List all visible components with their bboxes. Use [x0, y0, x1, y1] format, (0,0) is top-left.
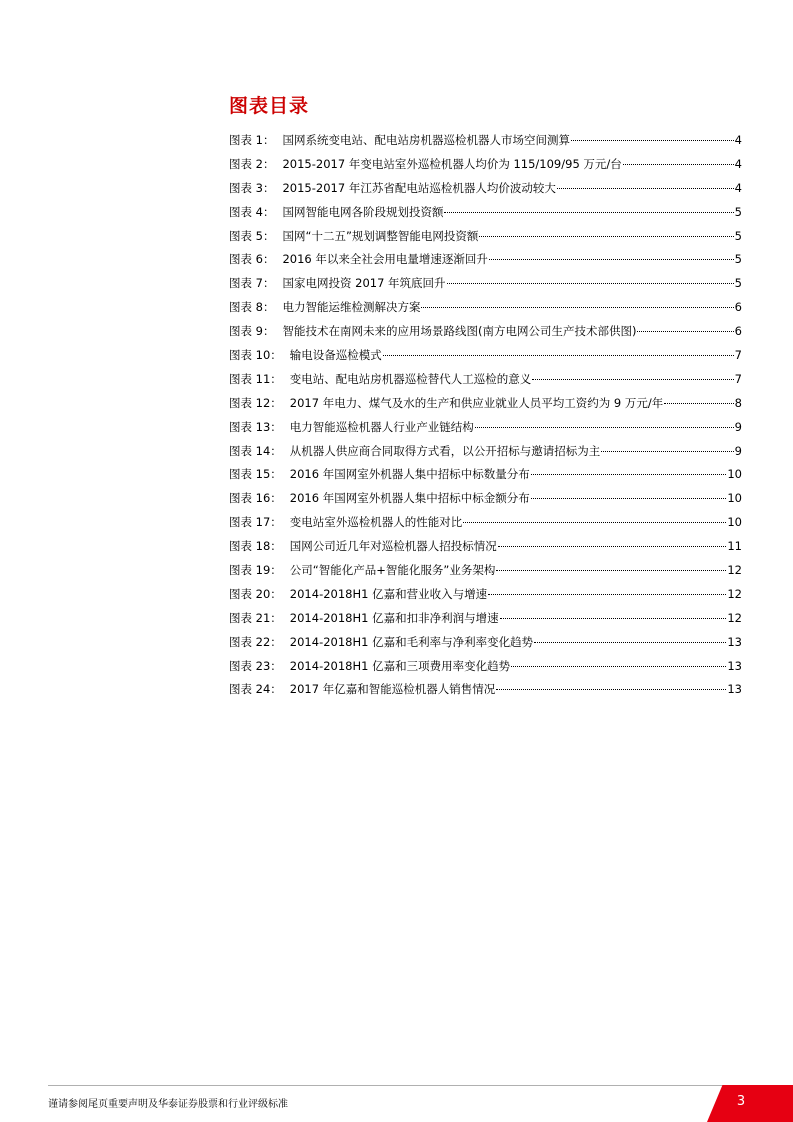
toc-entry[interactable] — [229, 417, 742, 441]
toc-entry-label: 图表 10： — [229, 348, 282, 363]
toc-entry-text: 2015-2017 年江苏省配电站巡检机器人均价波动较大 — [282, 180, 556, 195]
toc-entry-page: 13 — [727, 634, 742, 649]
toc-entry[interactable] — [229, 369, 742, 393]
toc-entry-label: 图表 20： — [229, 586, 282, 601]
page-number: 3 — [736, 1094, 746, 1109]
toc-entry-label: 图表 18： — [229, 539, 282, 554]
toc-title: 图表目录 — [229, 95, 310, 117]
toc-entry-label: 图表 22： — [229, 634, 282, 649]
toc-leader-dots — [623, 164, 734, 165]
toc-entry[interactable] — [229, 488, 742, 512]
toc-entry-text: 输电设备巡检模式 — [289, 348, 382, 363]
toc-entry-text: 国网系统变电站、配电站房机器巡检机器人市场空间测算 — [282, 133, 570, 147]
toc-entry[interactable] — [229, 584, 742, 608]
toc-entry-text: 2014-2018H1 亿嘉和毛利率与净利率变化趋势 — [289, 634, 534, 649]
toc-entry[interactable] — [229, 345, 742, 369]
toc-entry[interactable] — [229, 393, 742, 417]
toc-entry-page: 5 — [734, 204, 742, 219]
toc-entry-page: 5 — [734, 276, 742, 291]
toc-entry-label: 图表 9： — [229, 324, 275, 339]
toc-leader-dots — [463, 522, 726, 523]
toc-entry-text: 2014-2018H1 亿嘉和扣非净利润与增速 — [289, 610, 499, 625]
toc-entry-text: 从机器人供应商合同取得方式看，以公开招标与邀请招标为主 — [289, 443, 601, 458]
toc-leader-dots — [511, 666, 726, 667]
toc-entry-page: 9 — [734, 443, 742, 458]
toc-leader-dots — [444, 212, 733, 213]
toc-entry-page: 6 — [734, 300, 742, 315]
toc-leader-dots — [571, 140, 734, 141]
toc-leader-dots — [447, 283, 734, 284]
toc-entry-page: 12 — [727, 586, 742, 601]
toc-entry-page: 11 — [727, 539, 742, 554]
toc-entry-text: 2016 年国网室外机器人集中招标中标数量分布 — [289, 467, 530, 482]
toc-entry-label: 图表 4： — [229, 204, 275, 219]
toc-leader-dots — [531, 498, 727, 499]
toc-entry-label: 图表 3： — [229, 180, 275, 195]
toc-entry-page: 13 — [727, 682, 742, 697]
toc-entry[interactable] — [229, 273, 742, 297]
toc-entry[interactable] — [229, 249, 742, 273]
toc-leader-dots — [479, 236, 733, 237]
toc-entry-page: 4 — [734, 156, 742, 171]
toc-leader-dots — [500, 618, 727, 619]
toc-entry-text: 变电站室外巡检机器人的性能对比 — [289, 515, 463, 530]
toc-entry[interactable] — [229, 441, 742, 465]
toc-leader-dots — [601, 451, 733, 452]
toc-entry-label: 图表 2： — [229, 156, 275, 171]
toc-entry-text: 国家电网投资 2017 年筑底回升 — [282, 276, 446, 291]
toc-entry-text: 2016 年以来全社会用电量增速逐渐回升 — [282, 252, 488, 267]
toc-entry-label: 图表 1： — [229, 133, 275, 147]
toc-entry-label: 图表 5： — [229, 228, 275, 243]
toc-entry-text: 公司“智能化产品+智能化服务”业务架构 — [289, 563, 496, 578]
toc-leader-dots — [637, 331, 733, 332]
toc-entry-page: 10 — [727, 515, 742, 530]
toc-entry[interactable] — [229, 297, 742, 321]
toc-entry[interactable] — [229, 656, 742, 680]
toc-entry-label: 图表 16： — [229, 491, 282, 506]
toc-entry[interactable] — [229, 512, 742, 536]
toc-entry-page: 9 — [734, 419, 742, 434]
toc-entry-text: 2015-2017 年变电站室外巡检机器人均价为 115/109/95 万元/台 — [282, 156, 622, 171]
toc-entry-text: 2016 年国网室外机器人集中招标中标金额分布 — [289, 491, 530, 506]
toc-entry[interactable] — [229, 226, 742, 250]
toc-entry-text: 智能技术在南网未来的应用场景路线图(南方电网公司生产技术部供图) — [282, 324, 637, 339]
toc-entry-page: 4 — [734, 133, 742, 147]
toc-entry-page: 6 — [734, 324, 742, 339]
toc-entry[interactable] — [229, 321, 742, 345]
toc-entry-label: 图表 8： — [229, 300, 275, 315]
toc-leader-dots — [383, 355, 734, 356]
toc-entry-label: 图表 24： — [229, 682, 282, 697]
toc-entry-text: 电力智能运维检测解决方案 — [282, 300, 421, 315]
toc-entry[interactable] — [229, 632, 742, 656]
toc-entry-page: 13 — [727, 658, 742, 673]
toc-entry[interactable] — [229, 464, 742, 488]
toc-leader-dots — [532, 379, 733, 380]
toc-leader-dots — [664, 403, 733, 404]
toc-leader-dots — [557, 188, 734, 189]
toc-list — [229, 130, 742, 703]
toc-entry[interactable] — [229, 130, 742, 154]
toc-entry-label: 图表 19： — [229, 563, 282, 578]
toc-leader-dots — [534, 642, 726, 643]
toc-entry-label: 图表 12： — [229, 395, 282, 410]
toc-entry-page: 10 — [727, 491, 742, 506]
toc-entry-label: 图表 21： — [229, 610, 282, 625]
toc-leader-dots — [496, 689, 726, 690]
toc-entry-text: 国网公司近几年对巡检机器人招投标情况 — [289, 539, 497, 554]
toc-entry-label: 图表 13： — [229, 419, 282, 434]
toc-entry[interactable] — [229, 178, 742, 202]
toc-entry-page: 10 — [727, 467, 742, 482]
toc-entry[interactable] — [229, 560, 742, 584]
toc-leader-dots — [498, 546, 727, 547]
toc-entry-text: 国网智能电网各阶段规划投资额 — [282, 204, 444, 219]
toc-leader-dots — [488, 594, 726, 595]
toc-entry[interactable] — [229, 202, 742, 226]
toc-entry-text: 2017 年电力、煤气及水的生产和供应业就业人员平均工资约为 9 万元/年 — [289, 395, 664, 410]
toc-entry-label: 图表 6： — [229, 252, 275, 267]
toc-entry-page: 12 — [727, 610, 742, 625]
footer-divider — [48, 1085, 724, 1086]
toc-entry-label: 图表 7： — [229, 276, 275, 291]
toc-entry[interactable] — [229, 608, 742, 632]
toc-leader-dots — [531, 474, 727, 475]
toc-leader-dots — [489, 259, 734, 260]
toc-entry-text: 2014-2018H1 亿嘉和营业收入与增速 — [289, 586, 488, 601]
toc-entry-text: 国网“十二五”规划调整智能电网投资额 — [282, 228, 479, 243]
toc-entry-page: 5 — [734, 252, 742, 267]
toc-leader-dots — [496, 570, 726, 571]
toc-leader-dots — [421, 307, 733, 308]
toc-entry-label: 图表 23： — [229, 658, 282, 673]
toc-entry-text: 2014-2018H1 亿嘉和三项费用率变化趋势 — [289, 658, 511, 673]
toc-entry-text: 2017 年亿嘉和智能巡检机器人销售情况 — [289, 682, 496, 697]
toc-entry-page: 12 — [727, 563, 742, 578]
toc-leader-dots — [475, 427, 734, 428]
toc-entry-text: 电力智能巡检机器人行业产业链结构 — [289, 419, 474, 434]
toc-entry-label: 图表 14： — [229, 443, 282, 458]
toc-entry[interactable] — [229, 154, 742, 178]
toc-entry-page: 7 — [734, 348, 742, 363]
toc-entry-page: 7 — [734, 371, 742, 386]
toc-entry-label: 图表 17： — [229, 515, 282, 530]
toc-entry-page: 5 — [734, 228, 742, 243]
toc-entry-page: 8 — [734, 395, 742, 410]
toc-entry-text: 变电站、配电站房机器巡检替代人工巡检的意义 — [289, 371, 532, 386]
toc-entry[interactable] — [229, 536, 742, 560]
footer-disclaimer: 谨请参阅尾页重要声明及华泰证券股票和行业评级标准 — [48, 1099, 288, 1110]
toc-entry-label: 图表 15： — [229, 467, 282, 482]
toc-entry-label: 图表 11： — [229, 371, 282, 386]
toc-entry[interactable] — [229, 679, 742, 703]
toc-entry-page: 4 — [734, 180, 742, 195]
